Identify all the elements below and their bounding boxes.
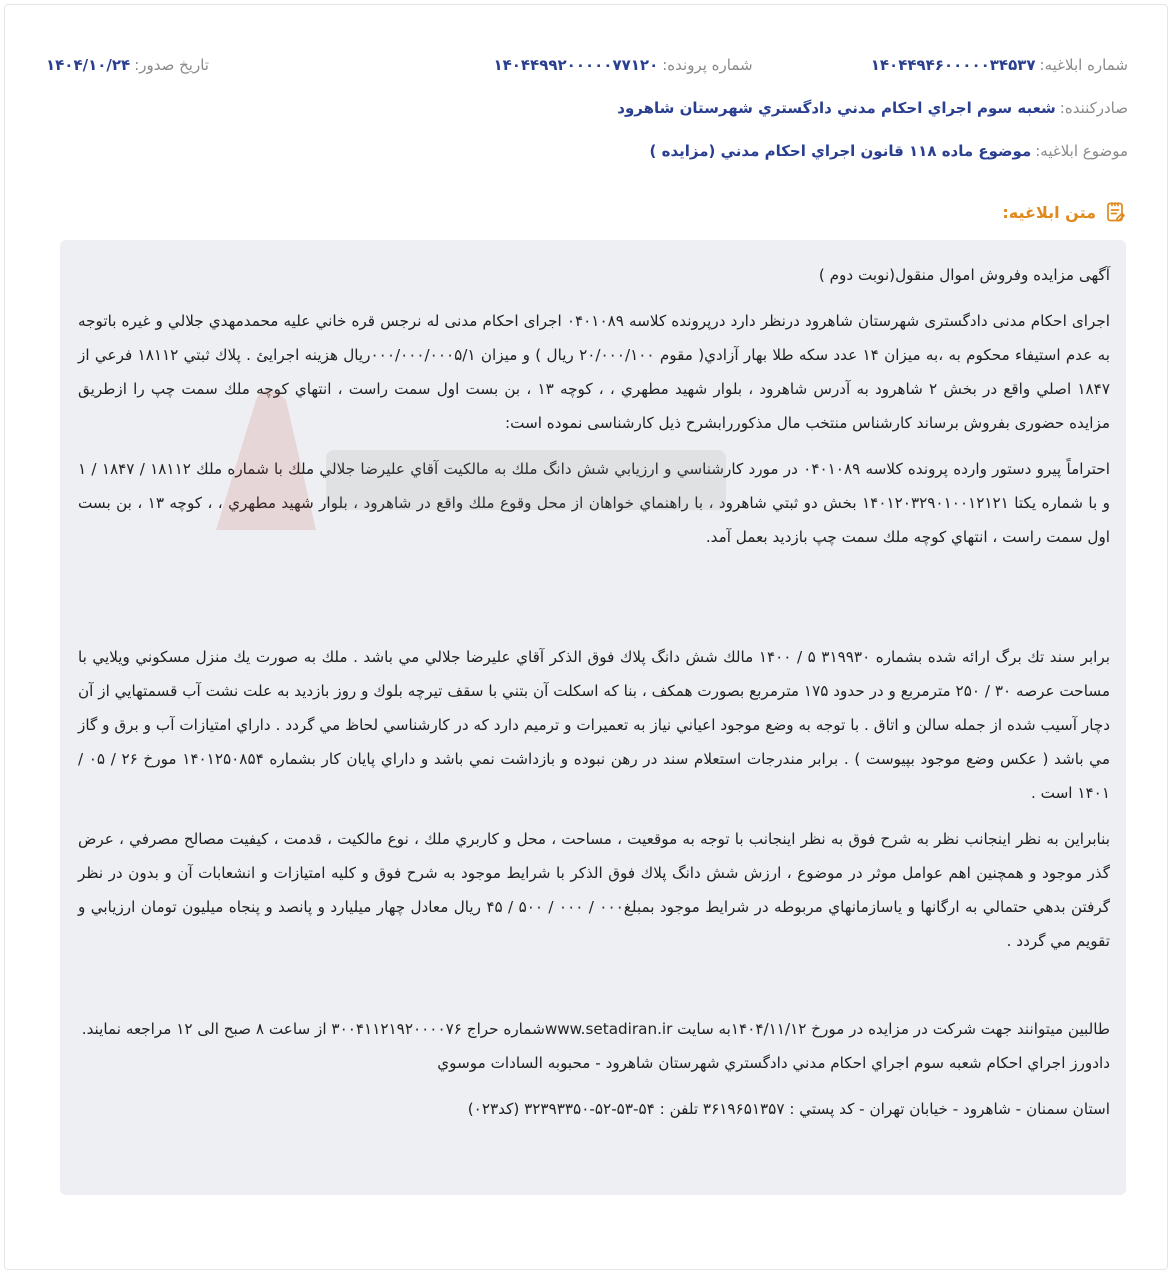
notice-heading-label: متن ابلاغیه: <box>1002 202 1096 222</box>
issuer-label: صادرکننده: <box>1059 99 1128 117</box>
notice-title-line: آگهی مزایده وفروش اموال منقول(نوبت دوم ) <box>818 266 1110 284</box>
subject-label: موضوع ابلاغیه: <box>1035 142 1128 160</box>
meta-top-row <box>46 56 1128 74</box>
issue-date <box>46 56 209 74</box>
issue-date-value: ۱۴۰۴/۱۰/۲۴ <box>46 56 131 74</box>
notice-number-value: ۱۴۰۴۴۹۴۶۰۰۰۰۰۳۴۵۳۷ <box>870 56 1036 74</box>
paragraph-participation: طالبین میتوانند جهت شرکت در مزایده در مورخ ۱۴۰۴/۱۱/۱۲به سایت www.setadiran.irشماره حراج ۳۰۰۴۱۱۲۱۹۲۰۰۰۰۷۶ از ساعت ۸ صبح الی ۱۲ مراجعه نمایند. <box>81 1020 1110 1038</box>
paragraph-valuation: بنابراين به نظر اينجانب نظر به شرح فوق به نظر اينجانب با توجه به موقعيت ، مساحت ، محل و كاربري ملك ، نوع مالكيت ، قدمت ، كيفيت مصالح مصرفي ، عرض گذر موجود و همچنين اهم عوامل موثر در موضوع ، ارزش شش دانگ پلاك فوق الذكر با شرايط موجود به شرح فوق و كليه امتيازات و انشعابات آن و بدون در نظر گرفتن بدهي حتمالي به ارگانها و ياسازمانهاي مربوطه در شرايط موجود بمبلغ۰۰۰ / ۰۰۰ / ۵۰۰ / ۴۵ ريال معادل چهار ميليارد و پانصد و پنجاه ميليون تومان ارزيابي و تقويم مي گردد . <box>78 830 1110 950</box>
document-icon <box>1104 200 1128 224</box>
notice-number-label: شماره ابلاغیه: <box>1039 56 1128 74</box>
paragraph-address: استان سمنان - شاهرود - خيابان تهران - كد پستي : ۳۶۱۹۶۵۱۳۵۷ تلفن : ۵۴-۵۳-۵۲-۳۲۳۹۳۳۵۰ (كد۰۲۳) <box>467 1100 1110 1118</box>
case-number <box>408 56 838 74</box>
notice-heading <box>1002 200 1128 224</box>
notice-number <box>838 56 1128 74</box>
case-number-value: ۱۴۰۴۴۹۹۲۰۰۰۰۰۷۷۱۲۰ <box>493 56 659 74</box>
subject-value: موضوع ماده ۱۱۸ قانون اجراي احكام مدني (مزايده ) <box>649 142 1032 160</box>
case-number-label: شماره پرونده: <box>662 56 753 74</box>
paragraph-expert-visit: احتراماً پيرو دستور وارده پرونده كلاسه ۰۴۰۱۰۸۹ در مورد كارشناسي و ارزيابي شش دانگ ملك به مالكيت آقاي عليرضا جلالي ملك با شماره ملك ۱۸۱۱۲ / ۱۸۴۷ / ۱ و با شماره يكتا ۱۴۰۱۲۰۳۲۹۰۱۰۰۱۲۱۲۱ بخش دو ثبتي شاهرود ، با راهنماي خواهان از محل وقوع ملك واقع در شاهرود ، بلوار شهيد مطهري ، ، كوچه ۱۳ ، بن بست اول سمت راست ، انتهاي كوچه ملك سمت چپ بازديد بعمل آمد. <box>78 460 1110 546</box>
paragraph-property-description: برابر سند تك برگ ارائه شده بشماره ۳۱۹۹۳۰ ۵ / ۱۴۰۰ مالك شش دانگ پلاك فوق الذكر آقاي عليرضا جلالي مي باشد . ملك به صورت يك منزل مسكوني ويلايي با مساحت عرصه ۳۰ / ۲۵۰ مترمربع و در حدود ۱۷۵ مترمربع بصورت همكف ، بنا كه اسكلت آن بتني با سقف تيرچه بلوك و روز بازديد به علت نشت آب قسمتهايي از آن دچار آسيب شده از جمله سالن و اتاق . با توجه به وضع موجود اعياني نياز به تعميرات و ترميم دارد كه در كارشناسي لحاظ مي گردد . داراي امتيازات آب و برق و گاز مي باشد ( عكس وضع موجود بپيوست ) . برابر مندرجات استعلام سند در رهن نبوده و بازداشت نمي باشد و داراي پايان كار بشماره ۱۴۰۱۲۵۰۸۵۴ مورخ ۲۶ / ۰۵ / ۱۴۰۱ است . <box>78 648 1111 802</box>
issuer-row <box>617 99 1128 117</box>
subject-row <box>650 142 1128 160</box>
issue-date-label: تاریخ صدور: <box>134 56 209 74</box>
notice-body <box>60 240 1126 1195</box>
paragraph-officer: دادورز اجراي احكام شعبه سوم اجراي احكام مدني دادگستري شهرستان شاهرود - محبوبه السادات موسوي <box>437 1054 1110 1072</box>
paragraph-auction-intro: اجرای احکام مدنی دادگستری شهرستان شاهرود درنظر دارد درپرونده کلاسه ۰۴۰۱۰۸۹ اجرای احکام مدنی له نرجس قره خاني عليه محمدمهدي جلالي و غيره باتوجه به عدم استیفاء محکوم به ،به میزان ۱۴ عدد سكه طلا بهار آزادي( مقوم ۲۰/۰۰۰/۱۰۰ ریال ) و میزان ۰۰۰/۰۰۰/۰۰۰۵/۱ریال هزینه اجرایئ . پلاك ثبتي ۱۸۱۱۲ فرعي از ۱۸۴۷ اصلي واقع در بخش ۲ شاهرود به آدرس شاهرود ، بلوار شهيد مطهري ، ، كوچه ۱۳ ، بن بست اول سمت راست ، انتهاي كوچه ملك سمت چپ را ازطریق مزایده حضوری بفروش برساند کارشناس منتخب مال مذکوررابشرح ذیل کارشناسی نموده است: <box>78 312 1111 432</box>
issuer-value: شعبه سوم اجراي احكام مدني دادگستري شهرستان شاهرود <box>617 99 1056 117</box>
